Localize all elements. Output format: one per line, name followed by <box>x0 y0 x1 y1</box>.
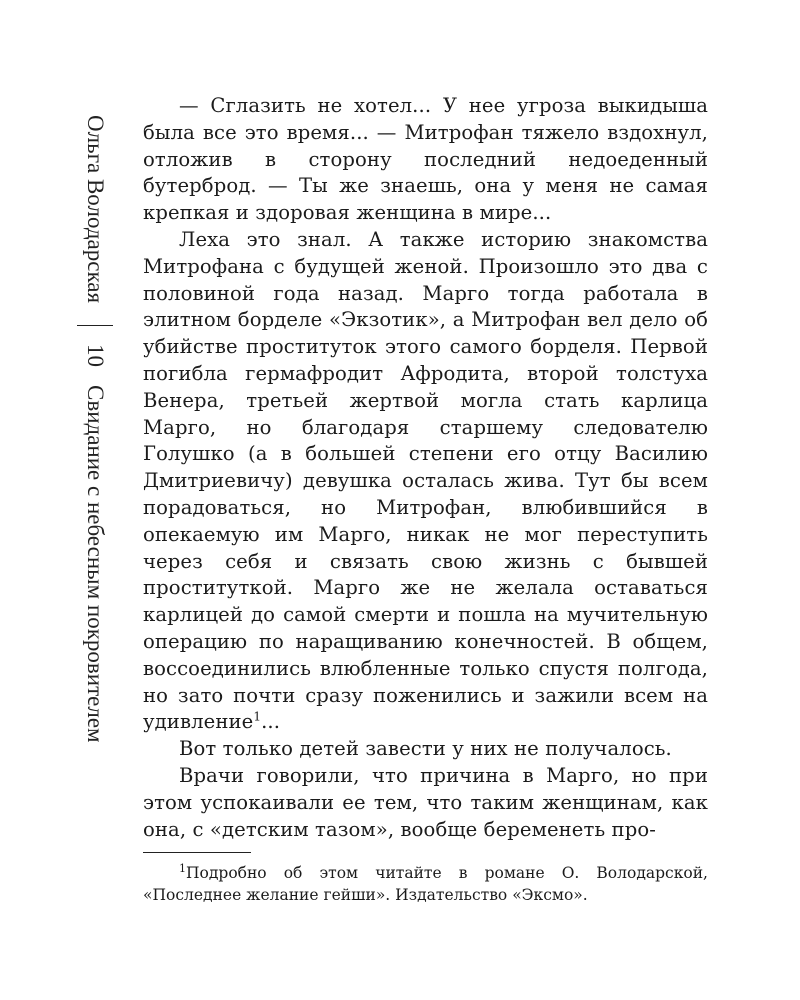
paragraph: Вот только детей завести у них не получалось. <box>179 737 672 761</box>
footnote-mark: 1 <box>179 861 186 875</box>
page-number: 10 <box>83 344 108 367</box>
running-head-divider <box>77 325 113 326</box>
paragraph: — Сглазить не хотел... У нее угроза выкидыша была все это время... — Митрофан тяжело вздохнул, отложив в сторону последний недоеденный бутерброд. — Ты же знаешь, она у меня не самая крепкая и здоровая женщина в мире... <box>143 94 708 225</box>
footnote-divider <box>143 852 251 853</box>
paragraph <box>143 227 708 736</box>
book-title: Свидание с небесным покровителем <box>83 385 108 743</box>
paragraph-tail: ... <box>261 710 281 734</box>
footnote <box>143 862 708 906</box>
paragraph-text: Леха это знал. А также историю знакомства Митрофана с будущей женой. Произошло это два с половиной года назад. Марго тогда работала в элитном борделе «Экзотик», а Митрофан вел дело об убийстве проституток этого самого борделя. Первой погибла гермафродит Афродита, второй толстуха Венера, третьей жертвой могла стать карлица Марго, но благодаря старшему следователю Голушко (а в большей степени его отцу Василию Дмитриевичу) девушка осталась жива. Тут бы всем порадоваться, но Митрофан, влюбившийся в опекаемую им Марго, никак не мог переступить через себя и связать свою жизнь с бывшей проституткой. Марго же не желала оставаться карлицей до самой смерти и пошла на мучительную операцию по наращиванию конечностей. В общем, воссоединились влюбленные только спустя полгода, но зато почти сразу поженились и зажили всем на удивление <box>143 227 708 734</box>
running-head <box>70 115 120 835</box>
author-name: Ольга Володарская <box>83 115 108 304</box>
body-text <box>143 93 708 843</box>
footnote-reference[interactable]: 1 <box>253 709 262 724</box>
footnote-text: Подробно об этом читайте в романе О. Володарской, «Последнее желание гейши». Издательство «Эксмо». <box>143 864 708 904</box>
paragraph: Врачи говорили, что причина в Марго, но при этом успокаивали ее тем, что таким женщинам, как она, с «детским тазом», вообще беременеть про- <box>143 763 708 841</box>
